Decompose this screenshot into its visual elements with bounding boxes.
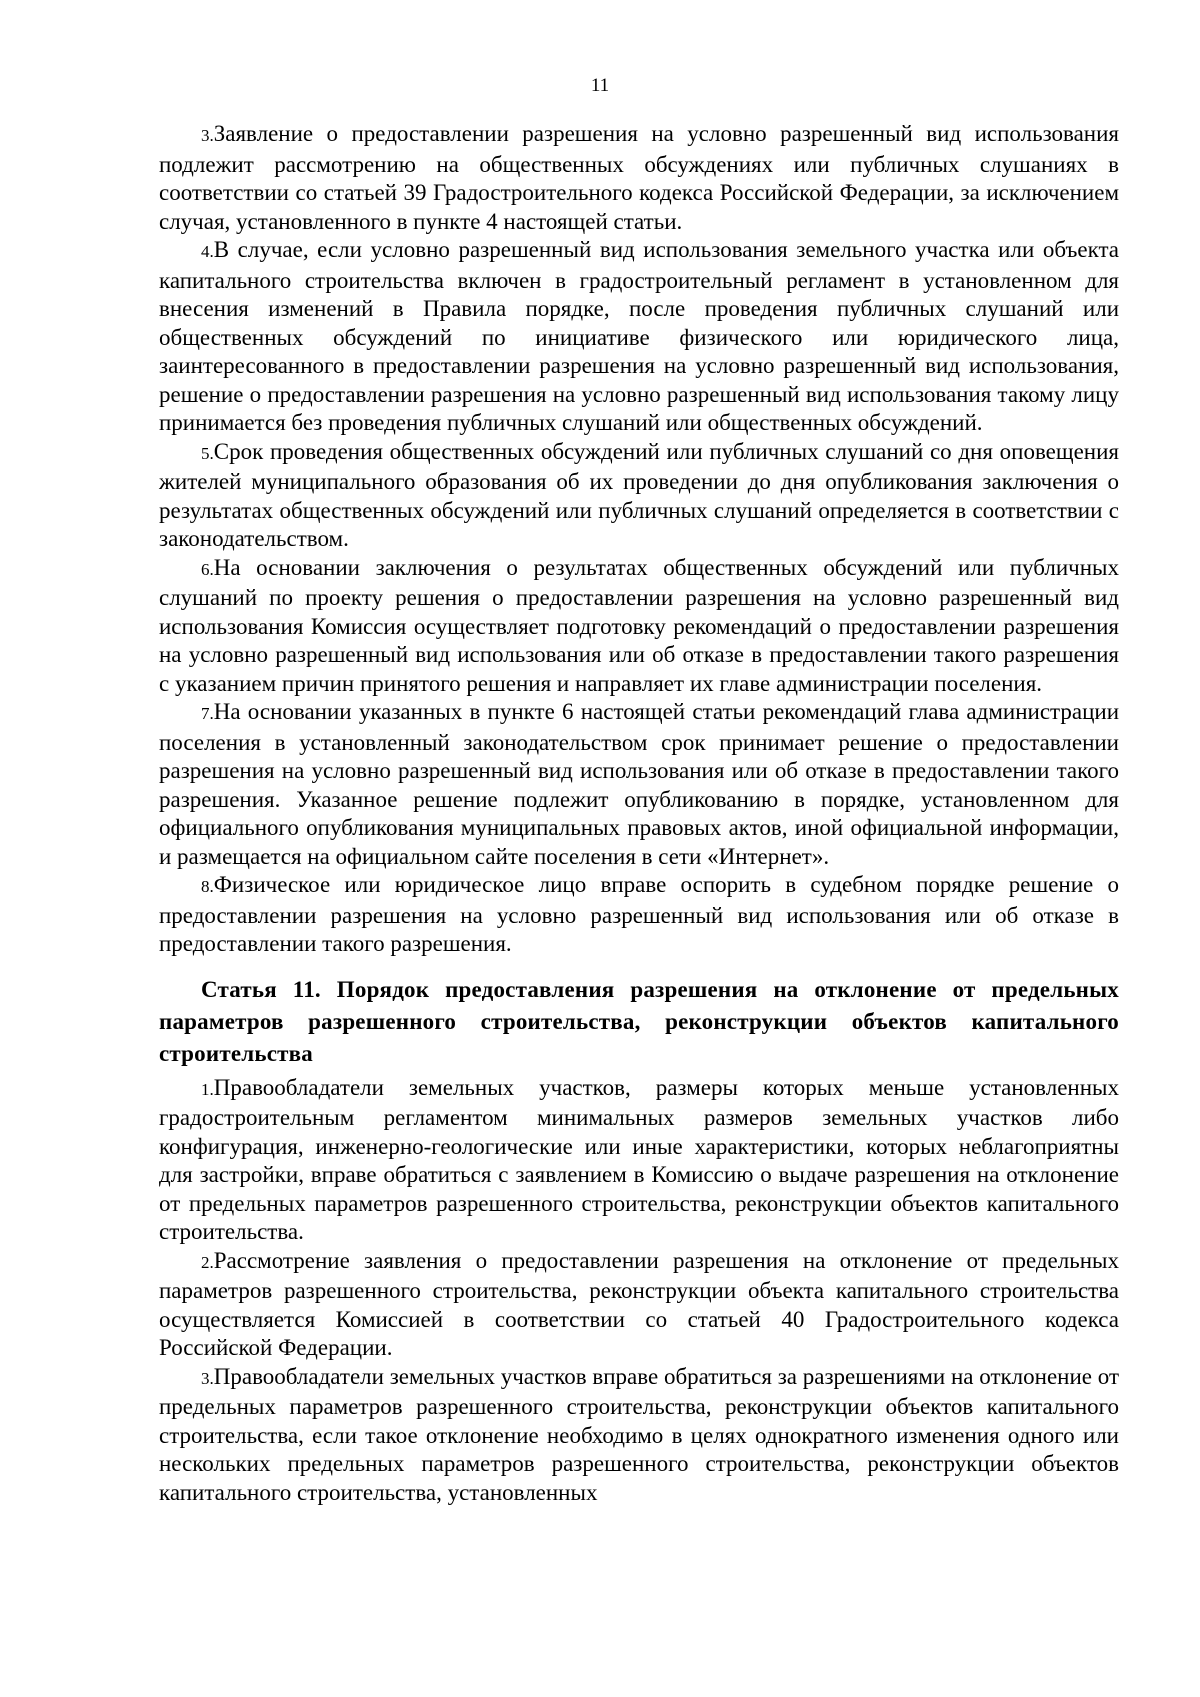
article11-paragraph-1 — [159, 1074, 1119, 1247]
paragraph-text: На основании заключения о результатах общественных обсуждений или публичных слушаний по проекту решения о предоставлении разрешения на условно разрешенный вид использования Комиссия осуществляет подготовку рекомендаций о предоставлении разрешения на условно разрешенный вид использования или об отказе в предоставлении такого разрешения с указанием причин принятого решения и направляет их главе администрации поселения. — [159, 554, 1119, 696]
paragraph-number: 6. — [201, 559, 214, 579]
article11-paragraph-3 — [159, 1363, 1119, 1508]
paragraph-number: 5. — [201, 443, 214, 463]
paragraph-number: 4. — [201, 242, 214, 261]
article11-paragraph-2 — [159, 1247, 1119, 1363]
paragraph-6 — [159, 554, 1119, 699]
paragraph-number: 3. — [201, 1368, 214, 1388]
paragraph-text: Срок проведения общественных обсуждений или публичных слушаний со дня оповещения жителей муниципального образования об их проведении до дня опубликования заключения о результатах общественных обсуждений или публичных слушаний определяется в соответствии с законодательством. — [159, 438, 1119, 551]
paragraph-7 — [159, 698, 1119, 871]
paragraph-number: 3. — [201, 126, 214, 145]
paragraph-number: 2. — [201, 1252, 214, 1272]
document-body — [159, 120, 1119, 1507]
paragraph-number: 1. — [201, 1079, 214, 1099]
paragraph-number: 7. — [201, 704, 214, 723]
paragraph-4 — [159, 236, 1119, 438]
paragraph-text: Заявление о предоставлении разрешения на условно разрешенный вид использования подлежит рассмотрению на общественных обсуждениях или публичных слушаниях в соответствии со статьей 39 Градостроительного кодекса Российской Федерации, за исключением случая, установленного в пункте 4 настоящей статьи. — [159, 121, 1119, 234]
paragraph-text: Рассмотрение заявления о предоставлении разрешения на отклонение от предельных параметров разрешенного строительства, реконструкции объекта капитального строительства осуществляется Комиссией в соответствии со статьей 40 Градостроительного кодекса Российской Федерации. — [159, 1247, 1119, 1360]
page-number: 11 — [590, 75, 610, 96]
paragraph-text: В случае, если условно разрешенный вид использования земельного участка или объекта капитального строительства включен в градостроительный регламент в установленном для внесения изменений в Правила порядке, после проведения публичных слушаний или общественных обсуждений по инициативе физического или юридического лица, заинтересованного в предоставлении разрешения на условно разрешенный вид использования, решение о предоставлении разрешения на условно разрешенный вид использования такому лицу принимается без проведения публичных слушаний или общественных обсуждений. — [159, 237, 1119, 435]
paragraph-8 — [159, 871, 1119, 959]
paragraph-text: Физическое или юридическое лицо вправе оспорить в судебном порядке решение о предоставлении разрешения на условно разрешенный вид использования или об отказе в предоставлении такого разрешения. — [159, 872, 1119, 956]
paragraph-5 — [159, 438, 1119, 554]
paragraph-text: Правообладатели земельных участков вправе обратиться за разрешениями на отклонение от предельных параметров разрешенного строительства, реконструкции объектов капитального строительства, если такое отклонение необходимо в целях однократного изменения одного или нескольких предельных параметров разрешенного строительства, реконструкции объектов капитального строительства, установленных — [159, 1363, 1119, 1505]
paragraph-text: На основании указанных в пункте 6 настоящей статьи рекомендаций глава администрации поселения в установленный законодательством срок принимает решение о предоставлении разрешения на условно разрешенный вид использования или об отказе в предоставлении такого разрешения. Указанное решение подлежит опубликованию в порядке, установленном для официального опубликования муниципальных правовых актов, иной официальной информации, и размещается на официальном сайте поселения в сети «Интернет». — [159, 699, 1119, 869]
paragraph-text: Правообладатели земельных участков, размеры которых меньше установленных градостроительным регламентом минимальных размеров земельных участков либо конфигурация, инженерно-геологические или иные характеристики, которых неблагоприятны для застройки, вправе обратиться с заявлением в Комиссию о выдаче разрешения на отклонение от предельных параметров разрешенного строительства, реконструкции объектов капитального строительства. — [159, 1074, 1119, 1244]
paragraph-number: 8. — [201, 877, 214, 896]
paragraph-3 — [159, 120, 1119, 236]
article-heading: Статья 11. Порядок предоставления разрешения на отклонение от предельных параметров разрешенного строительства, реконструкции объектов капитального строительства — [159, 976, 1119, 1066]
